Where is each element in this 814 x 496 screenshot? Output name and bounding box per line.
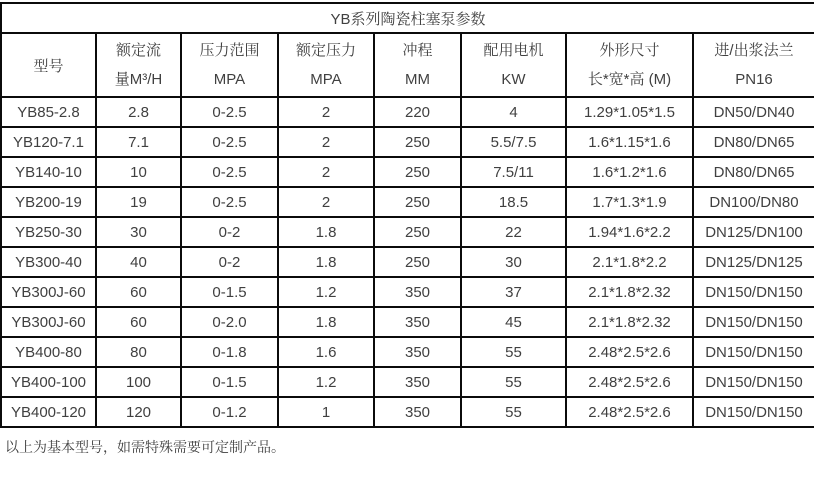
- header-cell: [181, 33, 278, 97]
- table-cell: 60: [96, 307, 181, 337]
- table-cell: DN80/DN65: [693, 157, 814, 187]
- table-cell: 55: [461, 367, 566, 397]
- table-cell: 350: [374, 277, 461, 307]
- table-cell: 80: [96, 337, 181, 367]
- table-cell: 0-1.8: [181, 337, 278, 367]
- table-cell: 4: [461, 97, 566, 127]
- table-cell: 2.48*2.5*2.6: [566, 337, 693, 367]
- table-cell: 250: [374, 247, 461, 277]
- header-line: 量M³/H: [114, 71, 163, 88]
- table-cell: 350: [374, 337, 461, 367]
- table-cell: 0-2.5: [181, 97, 278, 127]
- table-row: [1, 247, 814, 277]
- header-line: 长*宽*高 (M): [587, 71, 672, 88]
- header-line: 外形尺寸: [599, 42, 660, 59]
- header-cell: [461, 33, 566, 97]
- table-cell: 0-2: [181, 217, 278, 247]
- table-cell: 2: [278, 187, 374, 217]
- table-cell: 2.1*1.8*2.2: [566, 247, 693, 277]
- table-cell: 350: [374, 367, 461, 397]
- table-cell: 2: [278, 97, 374, 127]
- table-cell: 22: [461, 217, 566, 247]
- header-line: 额定流: [115, 42, 161, 59]
- header-line: MM: [405, 71, 430, 88]
- table-row: [1, 97, 814, 127]
- table-cell: DN150/DN150: [693, 277, 814, 307]
- table-row: [1, 217, 814, 247]
- table-cell: 1.6*1.15*1.6: [566, 127, 693, 157]
- table-cell: YB140-10: [1, 157, 96, 187]
- header-cell: [278, 33, 374, 97]
- table-cell: 250: [374, 217, 461, 247]
- table-cell: 0-2.5: [181, 157, 278, 187]
- table-cell: 1.8: [278, 247, 374, 277]
- header-line: MPA: [310, 71, 342, 88]
- header-cell: 型号: [1, 33, 96, 97]
- header-line: 压力范围: [199, 42, 260, 59]
- table-row: [1, 187, 814, 217]
- table-cell: 2.48*2.5*2.6: [566, 367, 693, 397]
- header-cell: [374, 33, 461, 97]
- header-cell: [693, 33, 814, 97]
- table-cell: 1.7*1.3*1.9: [566, 187, 693, 217]
- table-cell: YB300J-60: [1, 277, 96, 307]
- table-row: [1, 397, 814, 427]
- table-cell: 0-1.5: [181, 367, 278, 397]
- table-cell: 1.8: [278, 217, 374, 247]
- table-cell: 0-2.0: [181, 307, 278, 337]
- table-cell: YB250-30: [1, 217, 96, 247]
- table-cell: 1.94*1.6*2.2: [566, 217, 693, 247]
- table-cell: DN150/DN150: [693, 307, 814, 337]
- table-cell: 60: [96, 277, 181, 307]
- table-row: [1, 277, 814, 307]
- table-cell: 1.8: [278, 307, 374, 337]
- table-cell: 0-1.2: [181, 397, 278, 427]
- header-line: PN16: [735, 71, 773, 88]
- table-cell: 7.5/11: [461, 157, 566, 187]
- table-cell: 37: [461, 277, 566, 307]
- pump-spec-table: [0, 2, 814, 428]
- table-cell: 55: [461, 397, 566, 427]
- table-cell: 0-2.5: [181, 127, 278, 157]
- table-cell: DN50/DN40: [693, 97, 814, 127]
- table-cell: 1.2: [278, 367, 374, 397]
- table-cell: 7.1: [96, 127, 181, 157]
- table-cell: 2: [278, 127, 374, 157]
- page: [0, 2, 814, 496]
- table-cell: DN150/DN150: [693, 397, 814, 427]
- table-cell: 120: [96, 397, 181, 427]
- table-cell: 19: [96, 187, 181, 217]
- table-cell: DN100/DN80: [693, 187, 814, 217]
- table-cell: 250: [374, 157, 461, 187]
- table-cell: DN80/DN65: [693, 127, 814, 157]
- table-cell: YB400-100: [1, 367, 96, 397]
- footnote: 以上为基本型号，如需特殊需要可定制产品。: [5, 439, 285, 455]
- table-row: [1, 307, 814, 337]
- header-line: KW: [501, 71, 526, 88]
- table-cell: 1.6: [278, 337, 374, 367]
- table-cell: 1.2: [278, 277, 374, 307]
- header-line: 冲程: [402, 42, 433, 59]
- header-line: MPA: [213, 71, 246, 88]
- table-cell: 30: [96, 217, 181, 247]
- table-cell: 45: [461, 307, 566, 337]
- table-cell: 30: [461, 247, 566, 277]
- table-row: [1, 157, 814, 187]
- table-row: [1, 367, 814, 397]
- table-title: YB系列陶瓷柱塞泵参数: [1, 3, 814, 33]
- table-cell: 350: [374, 307, 461, 337]
- table-cell: 2: [278, 157, 374, 187]
- table-cell: 0-2.5: [181, 187, 278, 217]
- table-cell: 250: [374, 127, 461, 157]
- table-row: [1, 127, 814, 157]
- header-cell: [96, 33, 181, 97]
- header-line: 配用电机: [483, 42, 544, 59]
- table-row: [1, 337, 814, 367]
- table-cell: YB400-80: [1, 337, 96, 367]
- header-row: [1, 33, 814, 97]
- table-cell: 250: [374, 187, 461, 217]
- table-cell: YB300-40: [1, 247, 96, 277]
- table-cell: YB85-2.8: [1, 97, 96, 127]
- table-cell: 350: [374, 397, 461, 427]
- header-line: 进/出浆法兰: [714, 42, 794, 59]
- table-cell: 2.8: [96, 97, 181, 127]
- table-cell: 55: [461, 337, 566, 367]
- table-cell: 1.29*1.05*1.5: [566, 97, 693, 127]
- table-cell: DN125/DN125: [693, 247, 814, 277]
- table-cell: 2.48*2.5*2.6: [566, 397, 693, 427]
- table-cell: 1: [278, 397, 374, 427]
- table-cell: 10: [96, 157, 181, 187]
- table-cell: DN150/DN150: [693, 367, 814, 397]
- table-title-row: [1, 3, 814, 33]
- table-cell: YB200-19: [1, 187, 96, 217]
- table-cell: YB120-7.1: [1, 127, 96, 157]
- table-cell: 40: [96, 247, 181, 277]
- table-cell: 18.5: [461, 187, 566, 217]
- table-cell: 0-1.5: [181, 277, 278, 307]
- table-cell: YB300J-60: [1, 307, 96, 337]
- table-cell: DN125/DN100: [693, 217, 814, 247]
- header-cell: [566, 33, 693, 97]
- table-cell: 2.1*1.8*2.32: [566, 277, 693, 307]
- table-cell: 2.1*1.8*2.32: [566, 307, 693, 337]
- table-cell: 220: [374, 97, 461, 127]
- table-cell: 1.6*1.2*1.6: [566, 157, 693, 187]
- header-line: 额定压力: [295, 42, 356, 59]
- table-cell: YB400-120: [1, 397, 96, 427]
- table-cell: 5.5/7.5: [461, 127, 566, 157]
- table-cell: DN150/DN150: [693, 337, 814, 367]
- table-cell: 0-2: [181, 247, 278, 277]
- table-cell: 100: [96, 367, 181, 397]
